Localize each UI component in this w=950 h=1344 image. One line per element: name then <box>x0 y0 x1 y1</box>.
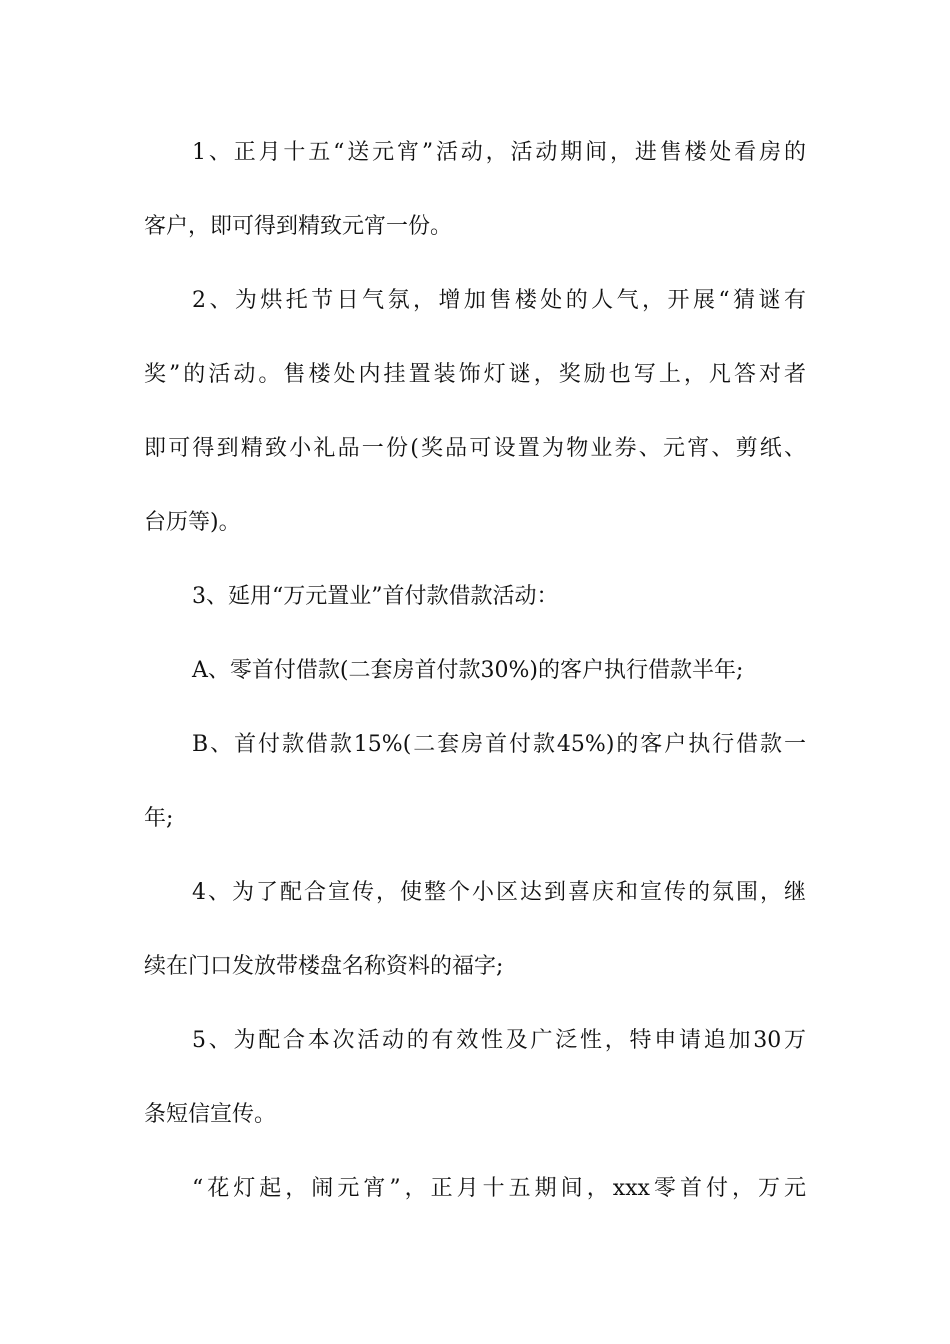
paragraph-4-line-1: A、零首付借款(二套房首付款30%)的客户执行借款半年; <box>192 658 744 683</box>
paragraph-2-line-1: 2、为烘托节日气氛，增加售楼处的人气，开展“猜谜有 <box>192 288 806 313</box>
paragraph-5-line-2: 年; <box>144 806 174 831</box>
paragraph-1-line-2: 客户，即可得到精致元宵一份。 <box>144 214 453 239</box>
paragraph-2-line-2: 奖”的活动。售楼处内挂置装饰灯谜，奖励也写上，凡答对者 <box>144 362 806 387</box>
paragraph-7-line-2: 条短信宣传。 <box>144 1102 277 1127</box>
paragraph-8-line-1: “花灯起，闹元宵”，正月十五期间，xxx零首付，万元 <box>192 1176 806 1201</box>
paragraph-2-line-4: 台历等)。 <box>144 510 241 535</box>
paragraph-7-line-1: 5、为配合本次活动的有效性及广泛性，特申请追加30万 <box>192 1028 806 1053</box>
paragraph-6-line-1: 4、为了配合宣传，使整个小区达到喜庆和宣传的氛围，继 <box>192 880 806 905</box>
paragraph-1-line-1: 1、正月十五“送元宵”活动，活动期间，进售楼处看房的 <box>192 140 806 165</box>
paragraph-2-line-3: 即可得到精致小礼品一份(奖品可设置为物业券、元宵、剪纸、 <box>144 436 806 461</box>
paragraph-5-line-1: B、首付款借款15%(二套房首付款45%)的客户执行借款一 <box>192 732 806 757</box>
paragraph-3-line-1: 3、延用“万元置业”首付款借款活动： <box>192 584 559 609</box>
paragraph-6-line-2: 续在门口发放带楼盘名称资料的福字; <box>144 954 504 979</box>
